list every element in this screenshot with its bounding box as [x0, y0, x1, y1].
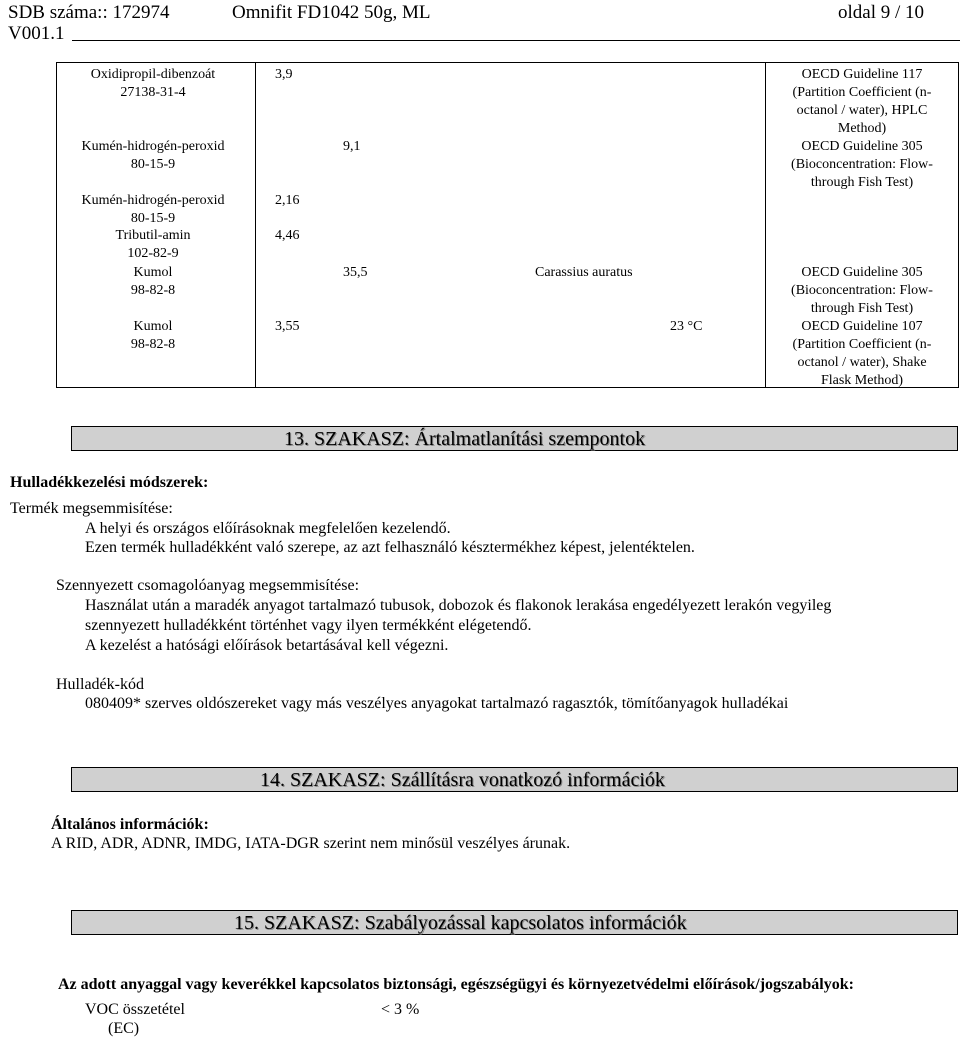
log-kow-value: 3,9 — [275, 67, 293, 82]
packaging-disposal-label: Szennyezett csomagolóanyag megsemmisítése: — [56, 577, 360, 594]
log-kow-value: 2,16 — [275, 193, 300, 208]
cas-number: 80-15-9 — [130, 211, 176, 226]
method-line: (Partition Coefficient (n- — [792, 337, 932, 352]
table-divider — [255, 63, 256, 387]
method-line: octanol / water), HPLC — [796, 103, 928, 118]
table-row — [57, 138, 249, 174]
table-row — [57, 227, 249, 263]
table-row — [57, 66, 249, 102]
method-line: through Fish Test) — [810, 301, 914, 316]
method-line: Method) — [837, 121, 887, 136]
sds-number: SDB száma:: 172974 — [8, 2, 170, 23]
bcf-value: 9,1 — [343, 139, 361, 154]
substance-name: Kumén-hidrogén-peroxid — [81, 193, 225, 208]
voc-label: VOC összetétel — [85, 1001, 185, 1018]
general-info-heading: Általános információk: — [51, 816, 209, 833]
waste-code-line: 080409* szerves oldószereket vagy más veszélyes anyagokat tartalmazó ragasztók, tömítőanyagok hulladékai — [85, 695, 789, 712]
general-info-text: A RID, ADR, ADNR, IMDG, IATA-DGR szerint nem minősül veszélyes árunak. — [51, 835, 571, 852]
substance-name: Kumol — [133, 265, 173, 280]
product-name: Omnifit FD1042 50g, ML — [232, 2, 431, 23]
method-line: (Partition Coefficient (n- — [792, 85, 932, 100]
substance-name: Kumol — [133, 319, 173, 334]
method-line: (Bioconcentration: Flow- — [791, 157, 933, 172]
test-method — [765, 318, 959, 390]
packaging-disposal-line: szennyezett hulladékként történhet vagy ilyen termékként elégetendő. — [85, 617, 532, 634]
log-kow-value: 3,55 — [275, 319, 300, 334]
substance-name: Tributil-amin — [115, 228, 191, 243]
voc-label-ec: (EC) — [108, 1020, 140, 1037]
waste-methods-heading: Hulladékkezelési módszerek: — [10, 474, 209, 491]
table-row — [57, 192, 249, 228]
section-13-title: 13. SZAKASZ: Ártalmatlanítási szempontok — [284, 428, 646, 450]
cas-number: 80-15-9 — [130, 157, 176, 172]
table-row — [57, 318, 249, 354]
product-disposal-label: Termék megsemmisítése: — [10, 500, 173, 517]
cas-number: 102-82-9 — [127, 246, 179, 261]
packaging-disposal-line: A kezelést a hatósági előírások betartásával kell végezni. — [85, 637, 449, 654]
test-method — [765, 264, 959, 318]
cas-number: 98-82-8 — [130, 283, 176, 298]
section-14-title: 14. SZAKASZ: Szállításra vonatkozó információk — [260, 769, 665, 791]
method-line: through Fish Test) — [810, 175, 914, 190]
cas-number: 98-82-8 — [130, 337, 176, 352]
cas-number: 27138-31-4 — [120, 85, 186, 100]
test-method — [765, 66, 959, 138]
method-line: OECD Guideline 305 — [801, 265, 923, 280]
waste-code-label: Hulladék-kód — [56, 676, 144, 693]
section-15-title: 15. SZAKASZ: Szabályozással kapcsolatos információk — [234, 912, 687, 934]
method-line: (Bioconcentration: Flow- — [791, 283, 933, 298]
product-disposal-line: A helyi és országos előírásoknak megfelelően kezelendő. — [85, 520, 451, 537]
log-kow-value: 4,46 — [275, 228, 300, 243]
method-line: Flask Method) — [820, 373, 904, 388]
page-number: oldal 9 / 10 — [838, 2, 925, 23]
method-line: OECD Guideline 107 — [801, 319, 923, 334]
method-line: OECD Guideline 305 — [801, 139, 923, 154]
bcf-value: 35,5 — [343, 265, 368, 280]
test-temperature: 23 °C — [670, 319, 703, 334]
test-species: Carassius auratus — [535, 265, 633, 280]
regulations-heading: Az adott anyaggal vagy keverékkel kapcsolatos biztonsági, egészségügyi és környezetvédelmi előírások/jogszabályok: — [58, 976, 854, 993]
substance-name: Oxidipropil-dibenzoát — [90, 67, 216, 82]
header-rule — [72, 40, 960, 41]
packaging-disposal-line: Használat után a maradék anyagot tartalmazó tubusok, dobozok és flakonok lerakása engedélyezett lerakón vegyileg — [85, 597, 832, 614]
method-line: octanol / water), Shake — [797, 355, 927, 370]
version-label: V001.1 — [8, 23, 65, 44]
substance-name: Kumén-hidrogén-peroxid — [81, 139, 225, 154]
test-method — [765, 138, 959, 192]
voc-value: < 3 % — [381, 1001, 420, 1018]
method-line: OECD Guideline 117 — [801, 67, 923, 82]
product-disposal-line: Ezen termék hulladékként való szerepe, az azt felhasználó késztermékhez képest, jelentéktelen. — [85, 539, 695, 556]
table-row — [57, 264, 249, 300]
bioaccumulation-table — [56, 62, 959, 388]
